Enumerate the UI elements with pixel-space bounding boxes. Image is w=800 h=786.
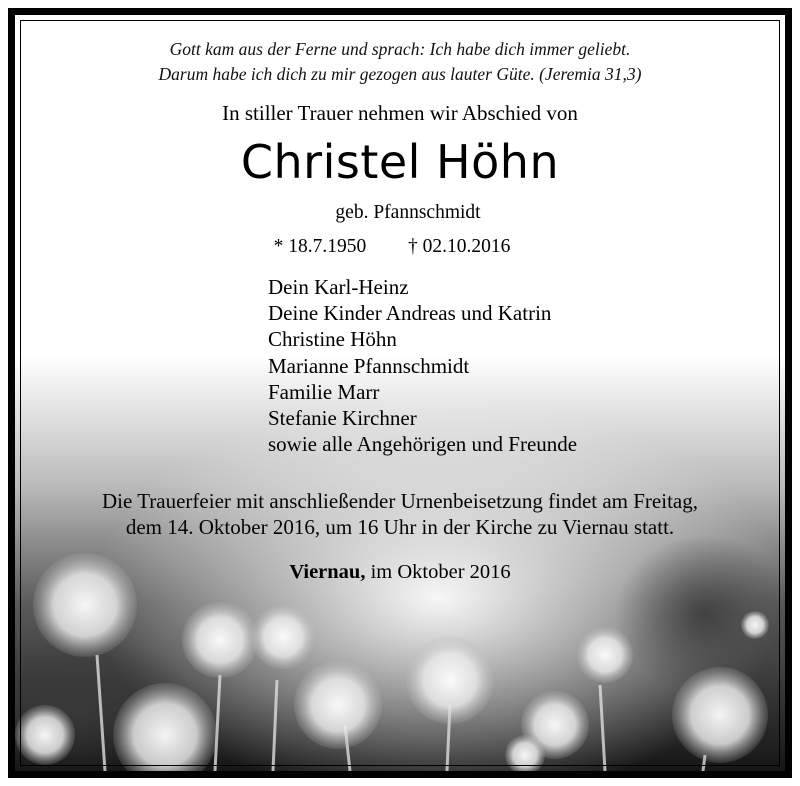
place-date [15,561,785,584]
mourners-list [268,274,577,457]
birth-date: * 18.7.1950 [273,236,367,257]
mourner-item: Familie Marr [268,379,380,404]
mourner-item: sowie alle Angehörigen und Freunde [268,432,578,457]
mourner-item: Stefanie Kirchner [268,406,417,431]
obituary-frame [8,8,792,778]
funeral-info-line-2: dem 14. Oktober 2016, um 16 Uhr in der Kirche zu Viernau statt. [125,515,675,539]
mourner-item: Christine Höhn [268,327,397,352]
bible-verse-line-1: Gott kam aus der Ferne und sprach: Ich habe dich immer geliebt. [169,39,631,59]
intro-text: In stiller Trauer nehmen wir Abschied von [222,101,578,125]
life-dates [8,236,777,258]
deceased-name: Christel Höhn [240,135,560,189]
date: im Oktober 2016 [370,561,511,583]
mourner-item: Deine Kinder Andreas und Katrin [268,301,552,326]
place: Viernau, [289,561,366,583]
mourner-item: Dein Karl-Heinz [268,275,409,299]
mourner-item: Marianne Pfannschmidt [268,353,470,378]
bible-verse-line-2: Darum habe ich dich zu mir gezogen aus lauter Güte. (Jeremia 31,3) [158,64,642,84]
funeral-info-line-1: Die Trauerfeier mit anschließender Urnenbeisetzung findet am Freitag, [102,489,698,513]
birth-name: geb. Pfannschmidt [335,202,481,223]
death-date: † 02.10.2016 [408,236,511,257]
